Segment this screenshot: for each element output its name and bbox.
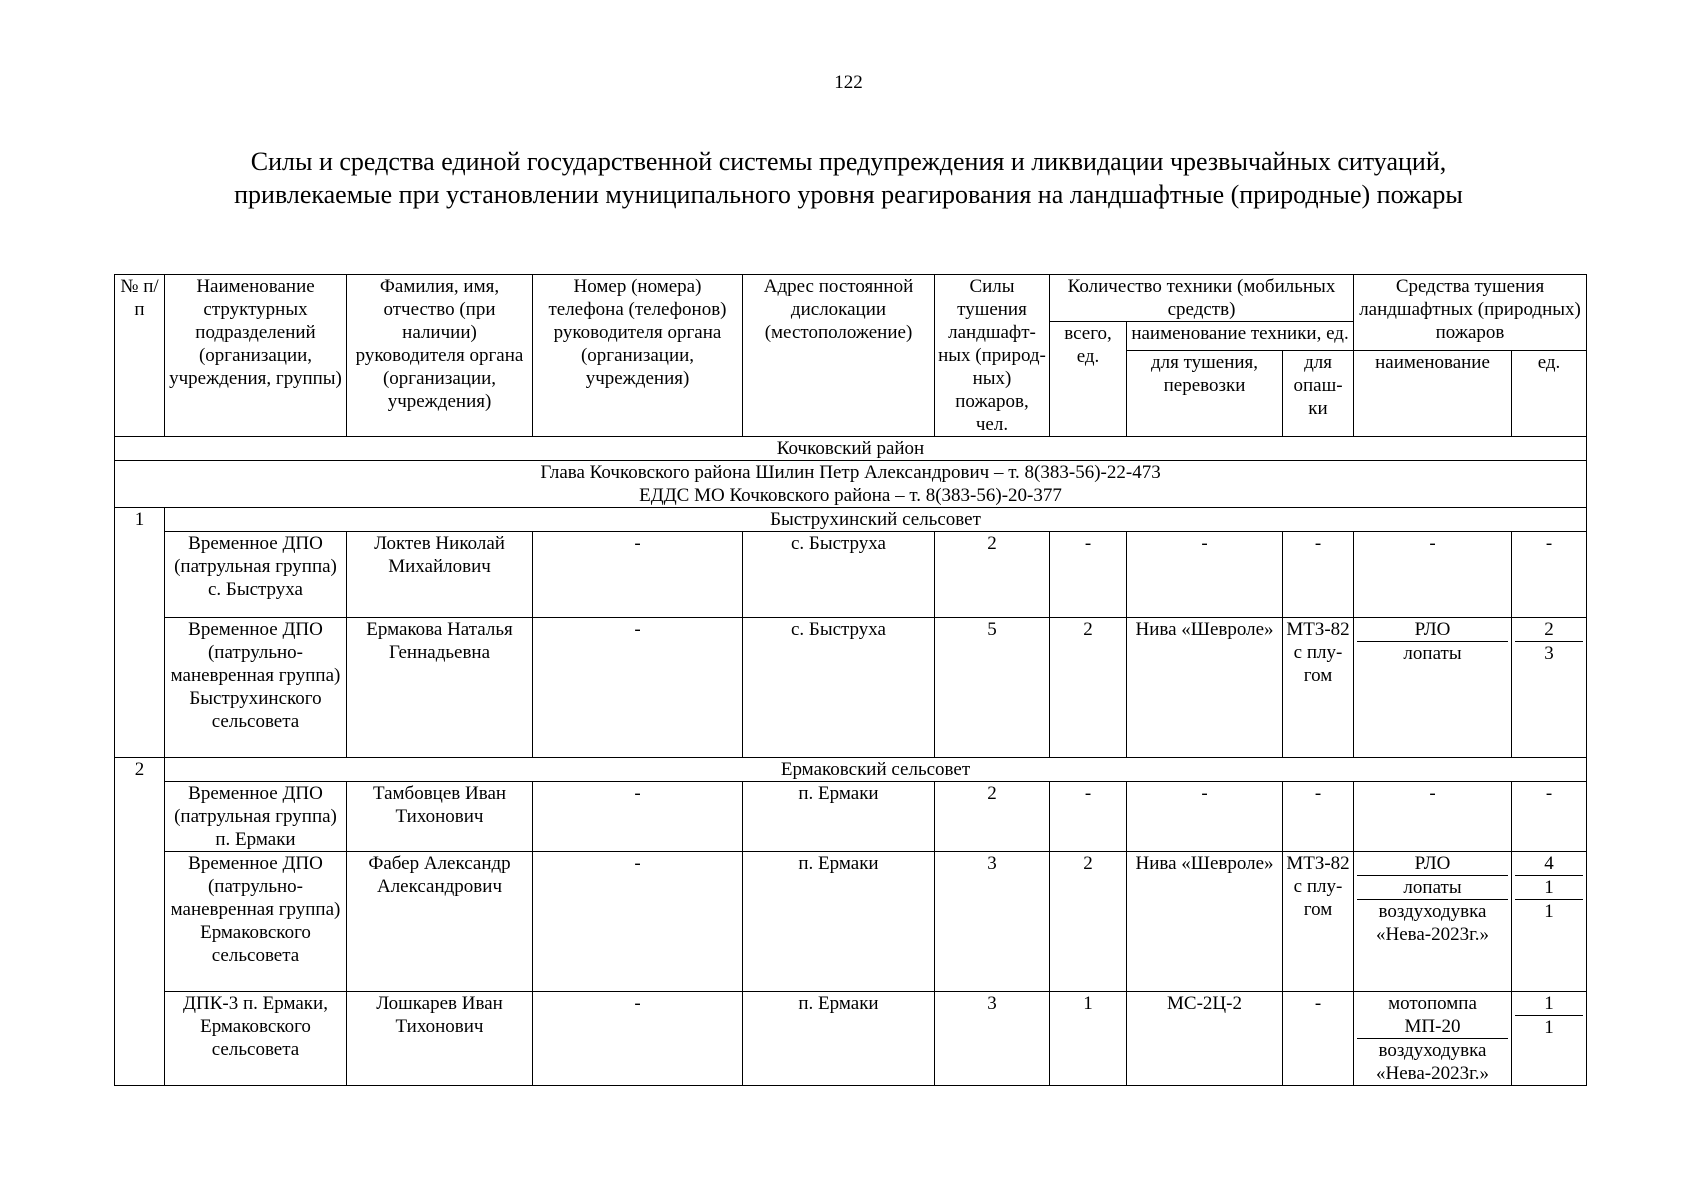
means-item: РЛО (1414, 853, 1451, 874)
phone-cell: - (533, 532, 743, 618)
extinguishing-cell: - (1127, 782, 1283, 852)
qty-item: 1 (1515, 1015, 1583, 1039)
header-for-extinguishing: для тушения, перевозки (1127, 351, 1283, 437)
header-equip-name: наименование техники, ед. (1127, 322, 1354, 351)
district-head-line: Глава Кочковского района Шилин Петр Александрович – т. 8(383-56)-22-473 (540, 462, 1161, 483)
header-unit: Наименование структурных подразделений (организации, учреждения, группы) (165, 275, 347, 437)
page-title (0, 145, 1697, 211)
head-cell: Лошкарев Иван Тихонович (347, 992, 533, 1086)
means-item: мотопомпа МП-20 (1388, 993, 1477, 1037)
table-row (115, 782, 1587, 852)
means-cell (1354, 782, 1512, 852)
qty-item: 4 (1544, 853, 1554, 874)
header-equipment: Количество техники (мобильных средств) (1050, 275, 1354, 322)
phone-cell: - (533, 992, 743, 1086)
district-name: Кочковский район (115, 437, 1587, 461)
extinguishing-cell: МС-2Ц-2 (1127, 992, 1283, 1086)
table-row (115, 852, 1587, 992)
council-row (115, 508, 1587, 532)
council-name: Быструхинский сельсовет (165, 508, 1587, 532)
unit-cell: ДПК-3 п. Ермаки, Ермаковского сельсовета (165, 992, 347, 1086)
plowing-cell: - (1283, 532, 1354, 618)
address-cell: с. Быструха (743, 618, 935, 758)
phone-cell: - (533, 782, 743, 852)
means-item: - (1429, 533, 1436, 554)
forces-cell: 5 (935, 618, 1050, 758)
qty-item: - (1545, 533, 1553, 554)
header-means-name: наименование (1354, 351, 1512, 437)
extinguishing-cell: Нива «Шевроле» (1127, 852, 1283, 992)
header-for-plowing: для опаш-ки (1283, 351, 1354, 437)
total-cell: - (1050, 532, 1127, 618)
phone-cell: - (533, 618, 743, 758)
means-item: воздуходувка «Нева-2023г.» (1357, 899, 1508, 946)
qty-item: - (1545, 783, 1553, 804)
means-cell (1354, 618, 1512, 758)
header-forces: Силы тушения ландшафт-ных (природ-ных) пожаров, чел. (935, 275, 1050, 437)
plowing-cell: - (1283, 992, 1354, 1086)
means-item: воздуходувка «Нева-2023г.» (1357, 1038, 1508, 1085)
page-number: 122 (834, 72, 863, 93)
means-item: лопаты (1357, 641, 1508, 665)
forces-cell: 3 (935, 852, 1050, 992)
council-row (115, 758, 1587, 782)
extinguishing-cell: - (1127, 532, 1283, 618)
qty-cell (1512, 782, 1587, 852)
unit-cell: Временное ДПО (патрульно-маневренная группа) Быструхинского сельсовета (165, 618, 347, 758)
address-cell: п. Ермаки (743, 852, 935, 992)
head-cell: Локтев Николай Михайлович (347, 532, 533, 618)
means-cell (1354, 992, 1512, 1086)
header-phone: Номер (номера) телефона (телефонов) руководителя органа (организации, учреждения) (533, 275, 743, 437)
district-contacts-row (115, 461, 1587, 508)
header-num: № п/п (115, 275, 165, 437)
forces-cell: 2 (935, 532, 1050, 618)
council-name: Ермаковский сельсовет (165, 758, 1587, 782)
plowing-cell: МТЗ-82 с плу-гом (1283, 852, 1354, 992)
table-row (115, 618, 1587, 758)
total-cell: 2 (1050, 852, 1127, 992)
table-row (115, 532, 1587, 618)
forces-cell: 3 (935, 992, 1050, 1086)
means-item: - (1429, 783, 1436, 804)
head-cell: Ермакова Наталья Геннадьевна (347, 618, 533, 758)
unit-cell: Временное ДПО (патрульная группа) с. Быструха (165, 532, 347, 618)
extinguishing-cell: Нива «Шевроле» (1127, 618, 1283, 758)
phone-cell: - (533, 852, 743, 992)
header-total: всего, ед. (1050, 322, 1127, 437)
qty-item: 2 (1544, 619, 1554, 640)
qty-cell (1512, 618, 1587, 758)
unit-cell: Временное ДПО (патрульная группа) п. Ермаки (165, 782, 347, 852)
header-means: Средства тушения ландшафтных (природных) пожаров (1354, 275, 1587, 351)
total-cell: 2 (1050, 618, 1127, 758)
qty-cell (1512, 992, 1587, 1086)
council-num: 1 (115, 508, 165, 758)
qty-cell (1512, 532, 1587, 618)
total-cell: - (1050, 782, 1127, 852)
qty-item: 1 (1544, 993, 1554, 1014)
means-item: РЛО (1414, 619, 1451, 640)
means-item: лопаты (1357, 875, 1508, 899)
qty-item: 3 (1515, 641, 1583, 665)
address-cell: п. Ермаки (743, 992, 935, 1086)
forces-table (114, 274, 1587, 1086)
means-cell (1354, 532, 1512, 618)
title-line-2: привлекаемые при установлении муниципального уровня реагирования на ландшафтные (природные) пожары (234, 180, 1463, 209)
district-edds-line: ЕДДС МО Кочковского района – т. 8(383-56)-20-377 (639, 485, 1062, 506)
district-row (115, 437, 1587, 461)
qty-cell (1512, 852, 1587, 992)
header-head: Фамилия, имя, отчество (при наличии) руководителя органа (организации, учреждения) (347, 275, 533, 437)
plowing-cell: - (1283, 782, 1354, 852)
forces-cell: 2 (935, 782, 1050, 852)
head-cell: Фабер Александр Александрович (347, 852, 533, 992)
qty-item: 1 (1515, 875, 1583, 899)
council-num: 2 (115, 758, 165, 1086)
address-cell: п. Ермаки (743, 782, 935, 852)
header-row-1 (115, 275, 1587, 322)
total-cell: 1 (1050, 992, 1127, 1086)
qty-item: 1 (1515, 899, 1583, 923)
header-means-unit: ед. (1512, 351, 1587, 437)
title-line-1: Силы и средства единой государственной системы предупреждения и ликвидации чрезвычайных ситуаций, (250, 147, 1447, 176)
address-cell: с. Быструха (743, 532, 935, 618)
header-address: Адрес постоянной дислокации (местоположение) (743, 275, 935, 437)
head-cell: Тамбовцев Иван Тихонович (347, 782, 533, 852)
table-row (115, 992, 1587, 1086)
plowing-cell: МТЗ-82 с плу-гом (1283, 618, 1354, 758)
district-contacts (115, 461, 1587, 508)
means-cell (1354, 852, 1512, 992)
unit-cell: Временное ДПО (патрульно-маневренная группа) Ермаковского сельсовета (165, 852, 347, 992)
